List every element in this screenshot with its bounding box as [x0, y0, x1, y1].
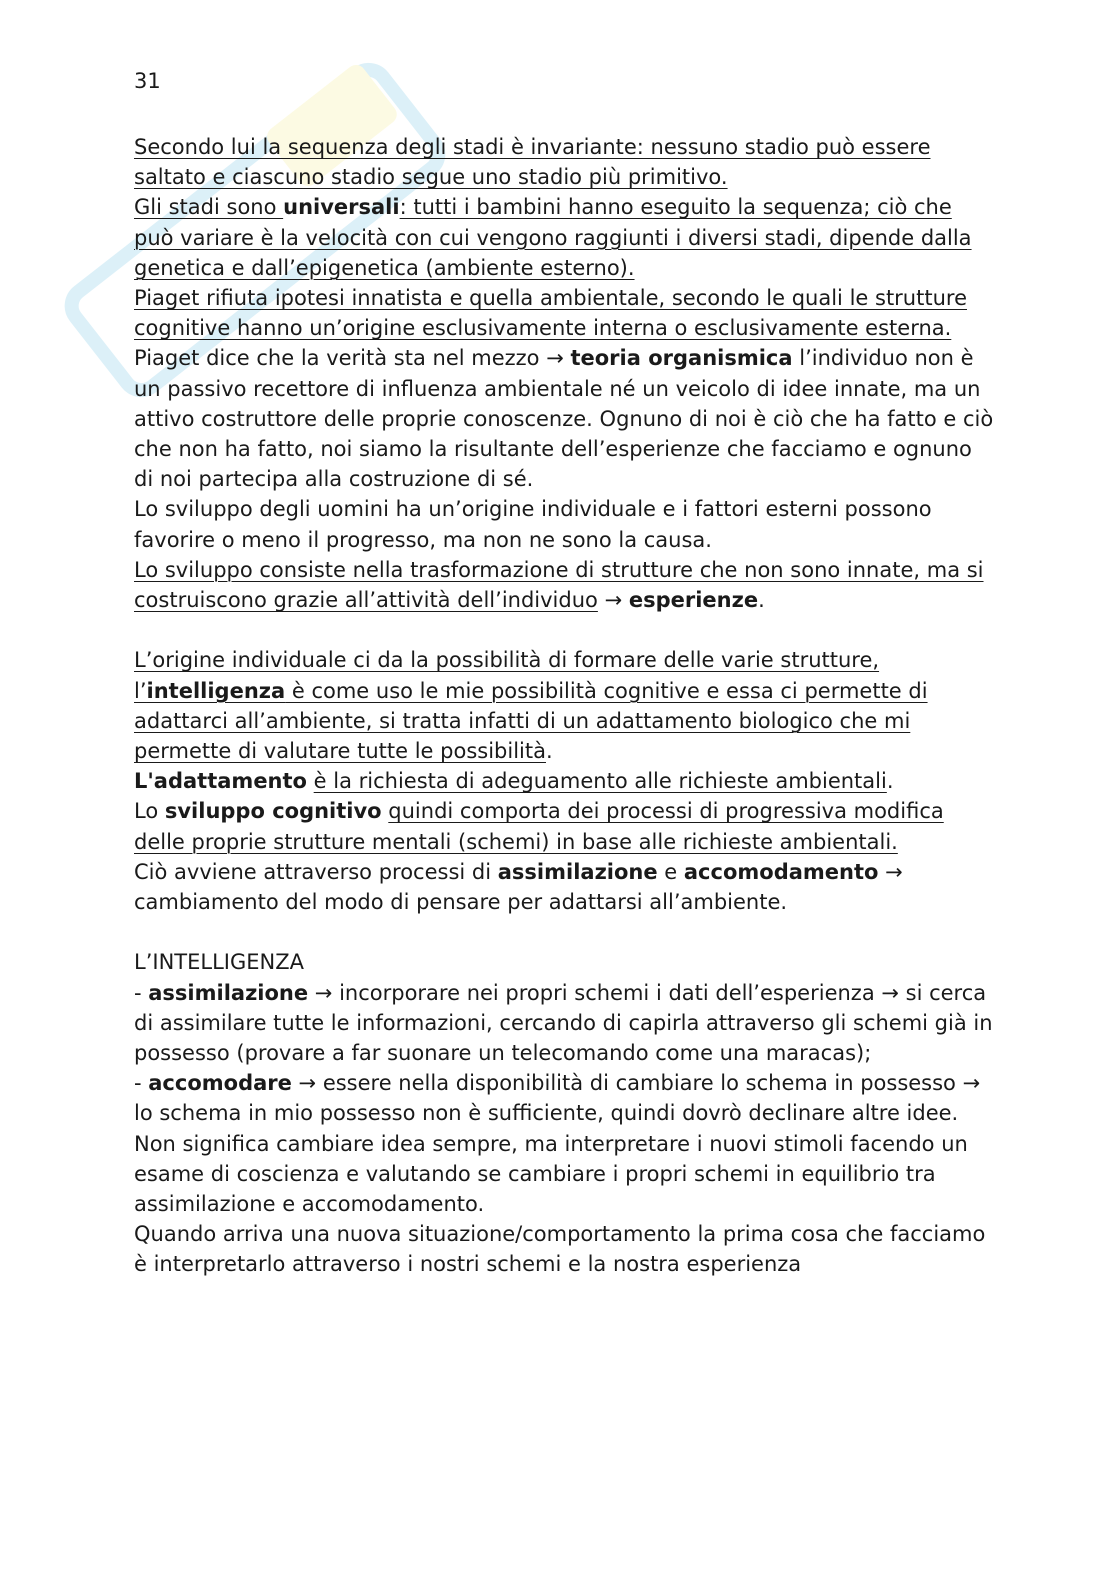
paragraph	[134, 645, 994, 766]
text-run: →	[597, 588, 629, 613]
text-run: Piaget rifiuta ipotesi innatista e quella ambientale, secondo le quali le strutture cognitive hanno un’origine esclusivamente interna o esclusivamente esterna.	[134, 286, 967, 341]
text-run: -	[134, 980, 149, 1005]
bold-term: sviluppo cognitivo	[164, 799, 382, 824]
text-run: .	[758, 588, 765, 613]
text-run: → cambiamento del modo di pensare per adattarsi all’ambiente.	[134, 859, 903, 915]
text-run: è come uso le mie possibilità cognitive e essa ci permette di adattarci all’ambiente, si tratta infatti di un adattamento biologico che mi permette di valutare tutte le possibilità	[134, 678, 928, 764]
text-run: : tutti i bambini hanno eseguito la sequenza; ciò che può variare è la velocità con cui vengono raggiunti i diversi stadi, dipende dalla genetica e dall’epigenetica (ambiente esterno).	[134, 195, 972, 280]
text-run: quindi comporta dei processi di progressiva modifica delle proprie strutture mentali (schemi) in base alle richieste ambientali.	[134, 799, 944, 854]
bold-term: universali	[283, 195, 400, 220]
text-run: -	[134, 1071, 149, 1096]
bold-term: L'adattamento	[134, 769, 307, 794]
paragraph	[134, 857, 994, 917]
paragraph	[134, 796, 994, 856]
text-run: .	[886, 769, 894, 794]
page-number: 31	[134, 69, 161, 93]
text-run: Quando arriva una nuova situazione/comportamento la prima cosa che facciamo è interpretarlo attraverso i nostri schemi e la nostra esperienza	[134, 1222, 986, 1277]
bold-term: accomodamento	[683, 859, 879, 884]
text-run: l’individuo non è un passivo recettore di influenza ambientale né un veicolo di idee innate, ma un attivo costruttore delle proprie conoscenze. Ognuno di noi è ciò che ha fatto e ciò che non ha fatto, noi siamo la risultante dell’esperienze che facciamo e ognuno di noi partecipa alla costruzione di sé.	[134, 346, 994, 492]
text-run: Gli stadi sono	[134, 195, 284, 220]
bold-term: teoria organismica	[570, 346, 793, 371]
text-run: Secondo lui la sequenza degli stadi è invariante: nessuno stadio può essere saltato e ciascuno stadio segue uno stadio più primitivo.	[134, 135, 931, 190]
bold-term: accomodare	[148, 1071, 292, 1096]
text-run: è la richiesta di adeguamento alle richieste ambientali	[313, 769, 887, 794]
paragraph	[134, 947, 994, 977]
paragraph	[134, 343, 994, 494]
text-run: Piaget dice che la verità sta nel mezzo →	[134, 346, 571, 371]
paragraph	[134, 555, 994, 615]
text-run: → essere nella disponibilità di cambiare lo schema in possesso → lo schema in mio possesso non è sufficiente, quindi dovrò declinare altre idee. Non significa cambiare idea sempre, ma interpretare i nuovi stimoli facendo un esame di coscienza e valutando se cambiare i propri schemi in equilibrio tra assimilazione e accomodamento.	[134, 1071, 981, 1217]
text-run: Lo sviluppo degli uomini ha un’origine individuale e i fattori esterni possono favorire o meno il progresso, ma non ne sono la causa.	[134, 497, 932, 552]
bold-term: assimilazione	[497, 859, 658, 884]
text-run	[307, 769, 314, 793]
text-run: → incorporare nei propri schemi i dati dell’esperienza → si cerca di assimilare tutte le informazioni, cercando di capirla attraverso gli schemi già in possesso (provare a far suonare un telecomando come una maracas);	[134, 980, 993, 1066]
text-run: L’INTELLIGENZA	[134, 950, 304, 975]
text-run: Ciò avviene attraverso processi di	[134, 859, 498, 884]
paragraph	[134, 283, 994, 343]
paragraph	[134, 1068, 994, 1219]
paragraph	[134, 192, 994, 283]
paragraph	[134, 978, 994, 1069]
text-run: Lo	[134, 799, 165, 824]
document-body	[134, 132, 994, 1280]
paragraph	[134, 1219, 994, 1279]
paragraph-gap	[134, 615, 994, 645]
paragraph	[134, 494, 994, 554]
text-run: L’origine individuale ci da la possibilità di formare delle varie strutture, l’	[134, 648, 880, 703]
paragraph	[134, 766, 994, 796]
text-run: .	[545, 739, 553, 764]
text-run: e	[657, 859, 684, 884]
paragraph-gap	[134, 917, 994, 947]
bold-term: esperienze	[628, 588, 759, 613]
paragraph	[134, 132, 994, 192]
bold-term: intelligenza	[146, 678, 286, 703]
text-run: Lo sviluppo consiste nella trasformazione di strutture che non sono innate, ma si costruiscono grazie all’attività dell’individuo	[134, 557, 984, 613]
bold-term: assimilazione	[148, 980, 309, 1005]
